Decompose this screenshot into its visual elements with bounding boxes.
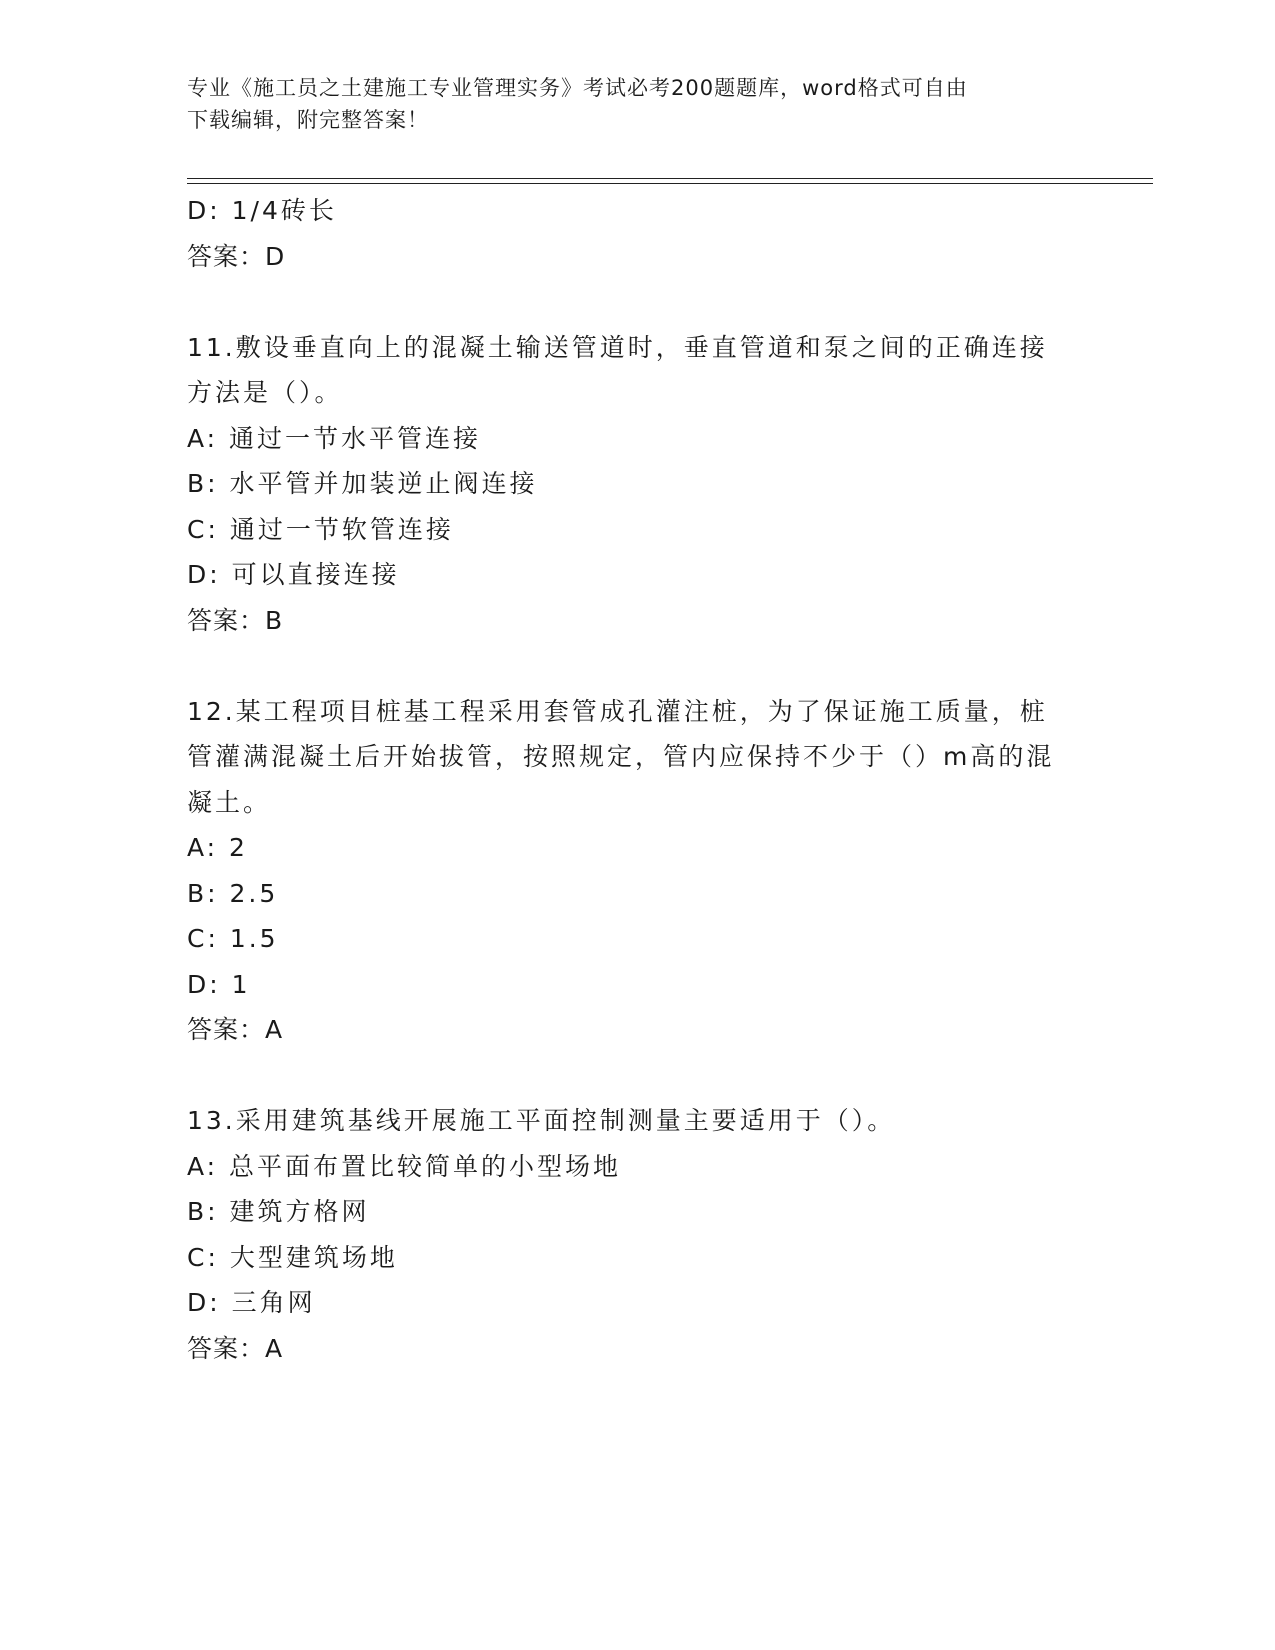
spacer: [187, 279, 1087, 325]
option-c: C: 1.5: [187, 924, 279, 953]
option-c: C: 通过一节软管连接: [187, 514, 454, 544]
stem-line: 11.敷设垂直向上的混凝土输送管道时，垂直管道和泵之间的正确连接: [187, 332, 1048, 362]
option-c: C: 大型建筑场地: [187, 1242, 398, 1272]
stem-line: 12.某工程项目桩基工程采用套管成孔灌注桩，为了保证施工质量，桩: [187, 696, 1048, 726]
option-d: D: 1: [187, 969, 251, 999]
question-11: [187, 325, 1087, 644]
answer: 答案：A: [187, 1333, 284, 1363]
prev-answer: 答案：D: [187, 241, 286, 271]
answer: 答案：A: [187, 1015, 284, 1044]
question-12: [187, 689, 1087, 1053]
stem-line: 凝土。: [187, 787, 272, 817]
option-b: B: 2.5: [187, 878, 279, 908]
header-line-2: 下载编辑，附完整答案！: [187, 108, 429, 132]
question-13: [187, 1098, 1087, 1371]
spacer: [187, 1053, 1087, 1099]
header-line-1: 专业《施工员之土建施工专业管理实务》考试必考200题题库，word格式可自由: [187, 76, 968, 100]
option-b: B: 建筑方格网: [187, 1197, 370, 1226]
stem-line: 管灌满混凝土后开始拔管，按照规定，管内应保持不少于（）m高的混: [187, 742, 1055, 771]
option-d: D: 可以直接连接: [187, 560, 400, 589]
stem-line: 13.采用建筑基线开展施工平面控制测量主要适用于（）。: [187, 1106, 896, 1135]
answer: 答案：B: [187, 605, 284, 635]
header-rule-bottom: [187, 183, 1153, 184]
option-a: A: 总平面布置比较简单的小型场地: [187, 1151, 622, 1181]
option-a: A: 2: [187, 833, 248, 862]
question-stem: [187, 325, 1067, 416]
option-b: B: 水平管并加装逆止阀连接: [187, 469, 538, 498]
option-a: A: 通过一节水平管连接: [187, 423, 482, 453]
prev-option-d: D: 1/4砖长: [187, 196, 337, 225]
option-d: D: 三角网: [187, 1288, 316, 1317]
question-stem: [187, 1098, 1067, 1144]
spacer: [187, 643, 1087, 689]
header-rule-top: [187, 178, 1153, 179]
page-header: [187, 72, 1067, 136]
question-content: [187, 188, 1087, 1371]
stem-line: 方法是（）。: [187, 378, 343, 407]
question-stem: [187, 689, 1067, 826]
